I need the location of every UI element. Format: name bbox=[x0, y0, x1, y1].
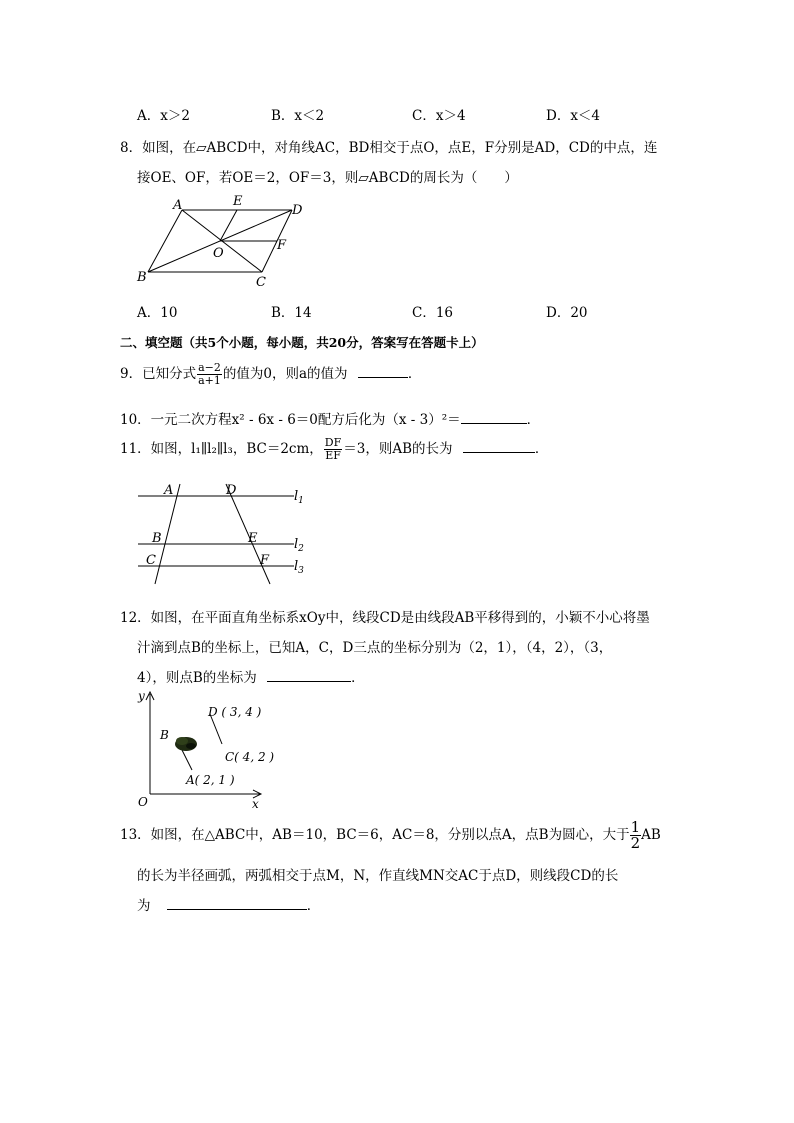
q12-text-line3: 4），则点B的坐标为 ． bbox=[137, 670, 365, 686]
q13-text-line3-main: 为 bbox=[137, 898, 151, 914]
q13-text-line1 bbox=[120, 820, 661, 851]
q11-fraction bbox=[324, 437, 342, 462]
q13-fraction-denominator: 2 bbox=[630, 834, 641, 852]
q11-parallel-lines-figure bbox=[130, 476, 320, 586]
q13-text-line3: 为 ． bbox=[137, 898, 321, 914]
q12-label-c: C( 4, 2 ) bbox=[225, 750, 275, 764]
q12-answer-blank[interactable] bbox=[267, 669, 351, 682]
q7-option-c: C．x＞4 bbox=[412, 108, 466, 124]
q12-label-d: D ( 3, 4 ) bbox=[208, 705, 262, 719]
q11-fraction-numerator: DF bbox=[324, 436, 342, 449]
q11-fraction-denominator: EF bbox=[325, 449, 341, 462]
q11-label-l3: $l_3$ bbox=[294, 559, 304, 576]
section-title-fill-in: 二、填空题（共5个小题，每小题，共20分，答案写在答题卡上） bbox=[120, 335, 484, 350]
q12-text-line2: 汁滴到点B的坐标上，已知A，C，D三点的坐标分别为（2，1），（4，2），（3， bbox=[137, 640, 613, 656]
q11-label-d: D bbox=[226, 483, 237, 498]
q9-answer-blank[interactable] bbox=[358, 365, 408, 378]
q13-fraction-numerator: 1 bbox=[630, 818, 641, 836]
q8-option-c: C．16 bbox=[412, 305, 454, 321]
q7-option-a: A．x＞2 bbox=[137, 108, 190, 124]
q10-text-main: 10．一元二次方程x² - 6x - 6＝0配方后化为（x - 3）²＝ bbox=[120, 412, 461, 428]
q8-text-line2: 接OE、OF，若OE＝2，OF＝3，则▱ABCD的周长为（ ） bbox=[137, 170, 518, 186]
q8-label-c: C bbox=[256, 275, 266, 290]
q8-option-d: D．20 bbox=[546, 305, 588, 321]
q8-label-d: D bbox=[292, 203, 303, 218]
q9-fraction-denominator: a+1 bbox=[198, 374, 221, 387]
q12-label-y-axis: y bbox=[138, 689, 145, 703]
q11-label-b: B bbox=[152, 531, 162, 546]
q11-label-c: C bbox=[146, 553, 156, 568]
q13-text-pre: 13．如图，在△ABC中，AB＝10，BC＝6，AC＝8，分别以点A，点B为圆心，大于 bbox=[120, 827, 630, 843]
q11-label-l1: $l_1$ bbox=[294, 489, 304, 506]
q7-option-b: B．x＜2 bbox=[271, 108, 325, 124]
q8-label-b: B bbox=[137, 270, 147, 285]
q11-text-pre: 11．如图，l₁∥l₂∥l₃，BC＝2cm， bbox=[120, 441, 323, 457]
q10-answer-blank[interactable] bbox=[461, 411, 527, 424]
q9-fraction bbox=[197, 362, 222, 387]
q7-option-d: D．x＜4 bbox=[546, 108, 601, 124]
q9-text-pre: 9．已知分式 bbox=[120, 366, 197, 382]
q11-text: 11．如图，l₁∥l₂∥l₃，BC＝2cm， $\frac{DF}{EF}$ ＝3，则AB的长为 ． bbox=[120, 436, 549, 462]
q8-label-a: A bbox=[173, 198, 183, 213]
q8-label-f: F bbox=[277, 238, 287, 253]
q11-label-e: E bbox=[248, 531, 258, 546]
q8-label-o: O bbox=[213, 246, 224, 261]
q11-label-a: A bbox=[164, 483, 174, 498]
q9-fraction-numerator: a−2 bbox=[198, 361, 221, 374]
q12-label-x-axis: x bbox=[252, 797, 259, 811]
q9-text: 9．已知分式 $\frac{a-2}{a+1}$ 的值为0，则a的值为 ． bbox=[120, 361, 422, 387]
q12-text-line1: 12．如图，在平面直角坐标系xOy中，线段CD是由线段AB平移得到的，小颖不小心将墨 bbox=[120, 610, 650, 626]
q11-text-post: ＝3，则AB的长为 bbox=[343, 441, 453, 457]
q13-text-line2: 的长为半径画弧，两弧相交于点M，N，作直线MN交AC于点D，则线段CD的长 bbox=[137, 868, 619, 884]
q13-text-post: AB bbox=[641, 827, 661, 843]
q10-text: 10．一元二次方程x² - 6x - 6＝0配方后化为（x - 3）²＝ ． bbox=[120, 412, 541, 428]
q12-text-line3-main: 4），则点B的坐标为 bbox=[137, 670, 257, 686]
q13-fraction bbox=[630, 820, 642, 851]
q11-answer-blank[interactable] bbox=[463, 440, 535, 453]
q12-label-origin: O bbox=[138, 795, 148, 809]
q8-option-a: A．10 bbox=[137, 305, 178, 321]
ink-blot bbox=[175, 737, 197, 751]
q12-coordinate-figure bbox=[130, 686, 290, 814]
q8-parallelogram-figure bbox=[130, 192, 320, 292]
q8-option-b: B．14 bbox=[271, 305, 312, 321]
q11-label-f: F bbox=[260, 553, 270, 568]
q13-answer-blank[interactable] bbox=[167, 897, 307, 910]
q9-text-post: 的值为0，则a的值为 bbox=[222, 366, 348, 382]
q12-label-b: B bbox=[160, 728, 169, 742]
q8-text-line1: 8．如图，在▱ABCD中，对角线AC，BD相交于点O，点E，F分别是AD，CD的中点，连 bbox=[120, 140, 658, 156]
q11-label-l2: $l_2$ bbox=[294, 537, 304, 554]
q8-label-e: E bbox=[233, 194, 243, 209]
q12-label-a: A( 2, 1 ) bbox=[186, 773, 235, 787]
